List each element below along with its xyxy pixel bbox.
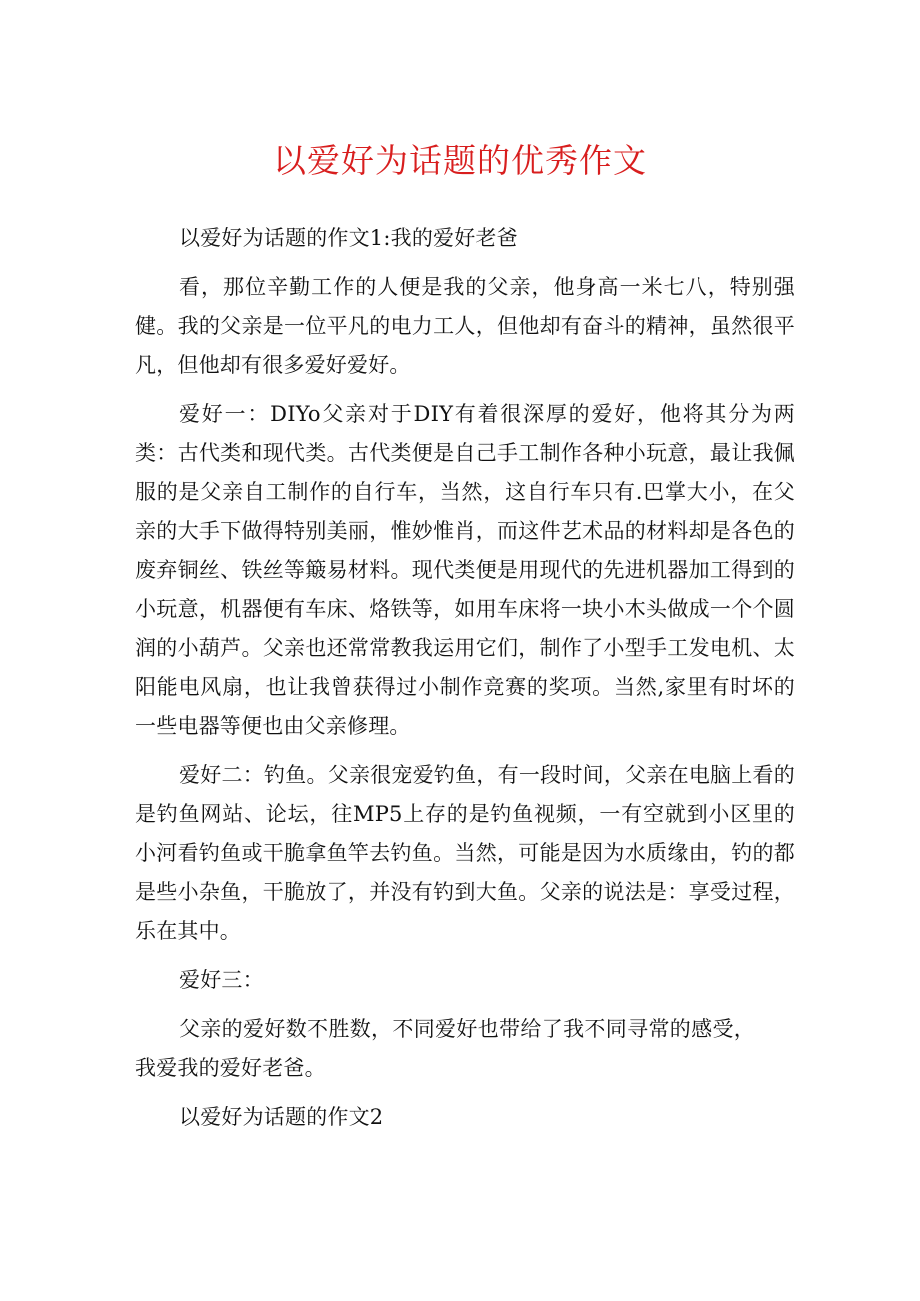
paragraph-essay-1-heading: 以爱好为话题的作文1:我的爱好老爸 — [179, 226, 518, 250]
paragraph-hobby-3: 爱好三： — [179, 968, 264, 992]
paragraph-hobby-2: 爱好二：钓鱼。父亲很宠爱钓鱼，有一段时间，父亲在电脑上看的是钓鱼网站、论坛，往MP5上存的是钓鱼视频，一有空就到小区里的小河看钓鱼或干脆拿鱼竿去钓鱼。当然，可能是因为水质缘由，钓的都是些小杂鱼，干脆放了，并没有钓到大鱼。父亲的说法是：享受过程，乐在其中。 — [135, 763, 795, 943]
paragraph-intro: 看，那位辛勤工作的人便是我的父亲，他身高一米七八，特别强健。我的父亲是一位平凡的电力工人，但他却有奋斗的精神，虽然很平凡，但他却有很多爱好爱好。 — [135, 275, 795, 377]
paragraph-conclusion: 父亲的爱好数不胜数，不同爱好也带给了我不同寻常的感受，我爱我的爱好老爸。 — [135, 1017, 755, 1080]
document-title: 以爱好为话题的优秀作文 — [273, 141, 647, 180]
document-body — [135, 219, 795, 1147]
paragraph-essay-2-heading: 以爱好为话题的作文2 — [179, 1105, 384, 1129]
paragraph-hobby-1: 爱好一：DIYo父亲对于DIY有着很深厚的爱好，他将其分为两类：古代类和现代类。古代类便是自己手工制作各种小玩意，最让我佩服的是父亲自工制作的自行车，当然，这自行车只有.巴掌大小，在父亲的大手下做得特别美丽，惟妙惟肖，而这件艺术品的材料却是各色的废弃铜丝、铁丝等簸易材料。现代类便是用现代的先进机器加工得到的小玩意，机器便有车床、烙铁等，如用车床将一块小木头做成一个个圆润的小葫芦。父亲也还常常教我运用它们，制作了小型手工发电机、太阳能电风扇，也让我曾获得过小制作竞赛的奖项。当然,家里有时坏的一些电器等便也由父亲修理。 — [135, 402, 795, 738]
